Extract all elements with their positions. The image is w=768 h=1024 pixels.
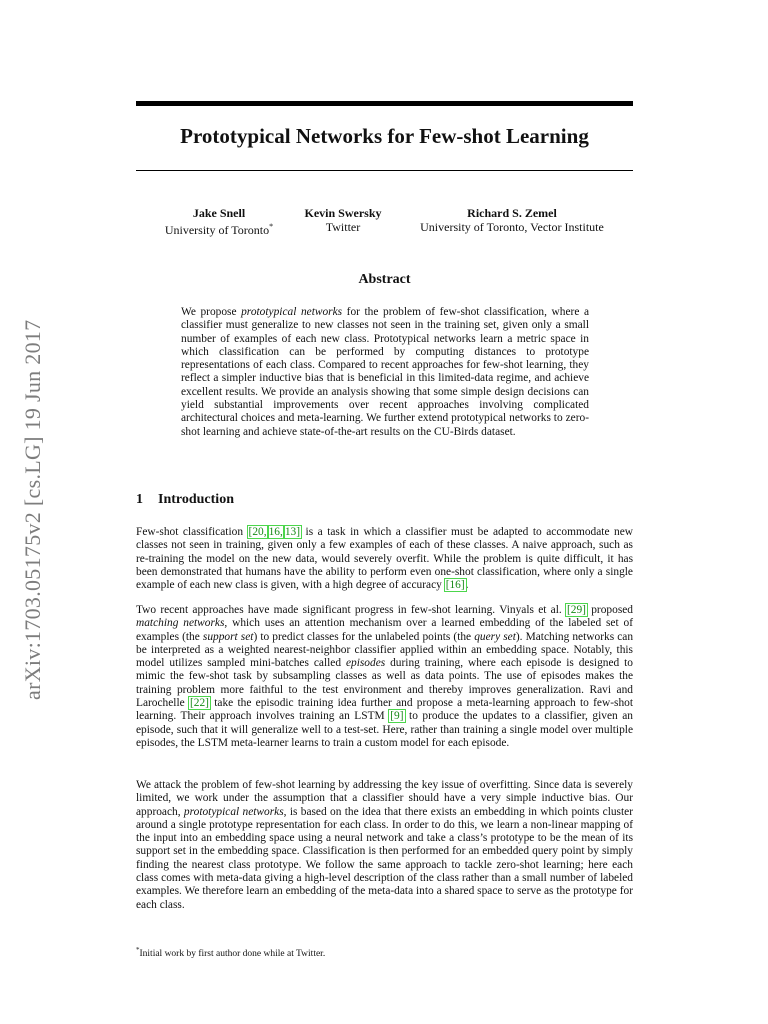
abstract-heading: Abstract (358, 272, 411, 287)
citation-link[interactable]: 13] (284, 526, 301, 538)
author-affiliation: University of Toronto, Vector Institute (420, 220, 604, 234)
citation-link[interactable]: [22] (189, 697, 209, 710)
citation-link[interactable]: [16] (445, 579, 465, 592)
citation-link[interactable]: [29] (567, 604, 586, 616)
author-name: Kevin Swersky (304, 206, 382, 220)
intro-paragraph-1: Few-shot classification [20, 16, 13] is a task in which a classifier must be adapted to accommodate new classes not seen in training, given only a few examples of each of these classes. A naive approach, such as re-training the model on the new data, would severely overfit. While the problem is quite difficult, it has been demonstrated that humans have the ability to perform even one-shot classification, where only a single example of each new class is given, with a high degree of accuracy [16]. (136, 526, 633, 592)
title-bottom-rule (136, 170, 633, 171)
author-affiliation: Twitter (325, 220, 361, 234)
author-name: Jake Snell (192, 206, 246, 220)
citation-link[interactable]: [9] (390, 710, 404, 723)
abstract-text: We propose prototypical networks for the problem of few-shot classification, where a classifier must generalize to new classes not seen in the training set, given only a small number of examples of each new class. Prototypical networks learn a metric space in which classification can be performed by computing distances to prototype representations of each class. Compared to recent approaches for few-shot learning, they reflect a simpler inductive bias that is beneficial in this limited-data regime, and achieve excellent results. We provide an analysis showing that some simple design decisions can yield substantial improvements over recent approaches involving complicated architectural choices and meta-learning. We further extend prototypical networks to zero-shot learning and achieve state-of-the-art results on the CU-Birds dataset. (181, 306, 590, 438)
intro-paragraph-2: Two recent approaches have made significant progress in few-shot learning. Vinyals et al. [29] proposed matching networks, which uses an attention mechanism over a learned embedding of the labeled set of examples (the support set) to predict classes for the unlabeled points (the query set). Matching networks can be interpreted as a weighted nearest-neighbor classifier applied within an embedding space. Notably, this model utilizes sampled mini-batches called episodes during training, where each episode is designed to mimic the few-shot task by subsampling classes as well as data points. The use of episodes makes the training problem more faithful to the test environment and thereby improves generalization. Ravi and Larochelle [22] take the episodic training idea further and propose a meta-learning approach to few-shot learning. Their approach involves training an LSTM [9] to produce the updates to a classifier, given an episode, such that it will generalize well to a test-set. Here, rather than training a single model over multiple episodes, the LSTM meta-learner learns to train a custom model for each episode. (136, 604, 634, 749)
citation-link[interactable]: [20, (248, 526, 267, 538)
author-name: Richard S. Zemel (467, 206, 557, 220)
author-block (0, 206, 768, 238)
author-3 (412, 206, 612, 234)
author-affiliation: University of Toronto* (164, 222, 274, 237)
author-1 (160, 206, 278, 237)
section-heading-introduction (136, 492, 234, 508)
author-footnote-mark: * (269, 222, 274, 231)
footnote-mark: * (136, 946, 140, 954)
paper-title: Prototypical Networks for Few-shot Learning (180, 124, 589, 148)
section-title: Introduction (158, 492, 234, 507)
footnote (136, 946, 325, 959)
citation-link[interactable]: 16, (268, 526, 283, 538)
author-2 (298, 206, 388, 234)
title-top-rule (136, 101, 633, 106)
section-number: 1 (136, 492, 143, 507)
footnote-text: Initial work by first author done while at Twitter. (139, 949, 326, 960)
intro-paragraph-3: We attack the problem of few-shot learning by addressing the key issue of overfitting. Since data is severely limited, we work under the assumption that a classifier should have a very simple inductive bias. Our approach, prototypical networks, is based on the idea that there exists an embedding in which points cluster around a single prototype representation for each class. In order to do this, we learn a non-linear mapping of the input into an embedding space using a neural network and take a class’s prototype to be the mean of its support set in the embedding space. Classification is then performed for an embedded query point by simply finding the nearest class prototype. We follow the same approach to tackle zero-shot learning; here each class comes with meta-data giving a high-level description of the class rather than a small number of labeled examples. We therefore learn an embedding of the meta-data into a shared space to serve as the prototype for each class. (136, 779, 633, 911)
arxiv-stamp: arXiv:1703.05175v2 [cs.LG] 19 Jun 2017 (20, 319, 45, 700)
